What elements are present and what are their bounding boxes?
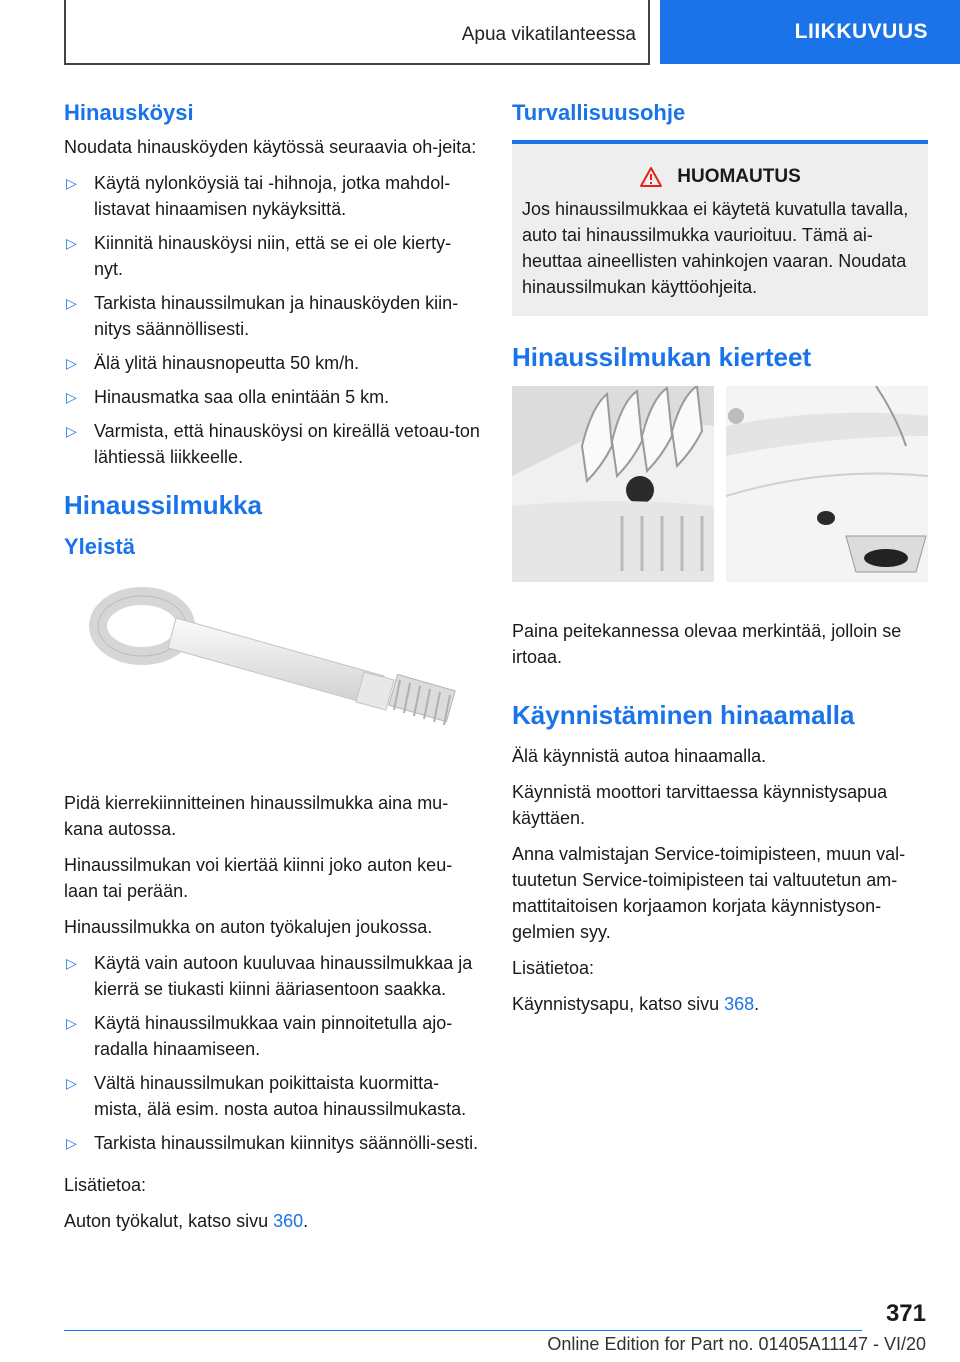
triangle-bullet-icon: ▷ [66,389,77,406]
more-info-label: Lisätietoa: [512,957,595,978]
header-divider-left [64,0,66,64]
list-item: ▷ Kiinnitä hinausköysi niin, että se ei ole kierty-nyt. [64,230,480,282]
triangle-bullet-icon: ▷ [66,1134,77,1151]
tow-eye-p2: Hinaussilmukan voi kiertää kiinni joko auton keu-laan tai perään. [64,854,453,901]
thread-caption: Paina peitekannessa olevaa merkintää, jolloin se irtoaa. [512,620,902,667]
list-item: ▷ Käytä vain autoon kuuluvaa hinaussilmukkaa ja kierrä se tiukasti kiinni ääriasentoon saakka. [64,950,480,1002]
warning-triangle-icon [639,166,663,188]
header-chapter-tab[interactable] [660,0,960,64]
list-item: ▷ Älä ylitä hinausnopeutta 50 km/h. [64,350,480,376]
notice-text: Jos hinaussilmukkaa ei käytetä kuvatulla tavalla, auto tai hinaussilmukka vaurioituu. Tämä ai-heuttaa aineellisten vahinkojen vaaran. Noudata hinaussilmukan käyttöohjeita. [522,199,909,298]
right-column [512,100,928,1027]
header-underline [64,63,650,65]
chapter-label: LIIKKUVUUS [794,20,928,43]
tow-start-heading: Käynnistäminen hinaamalla [512,699,855,730]
notice-header [522,166,918,188]
list-item: ▷ Tarkista hinaussilmukan ja hinausköyden kiin-nitys säännöllisesti. [64,290,480,342]
tow-eye-heading: Hinaussilmukka [64,490,262,521]
rear-bumper-photo [726,386,928,582]
tow-rope-list [64,170,480,470]
triangle-bullet-icon: ▷ [66,295,77,312]
thread-heading: Hinaussilmukan kierteet [512,342,812,373]
tow-start-p1: Älä käynnistä autoa hinaamalla. [512,745,767,766]
tow-rope-intro: Noudata hinausköyden käytössä seuraavia oh-jeita: [64,137,477,158]
list-item: ▷ Vältä hinaussilmukan poikittaista kuormitta-mista, älä esim. nosta autoa hinaussilmukasta. [64,1070,480,1122]
page-link-368[interactable]: 368 [724,993,755,1014]
front-bumper-photo [512,386,714,582]
tow-eye-p3: Hinaussilmukka on auton työkalujen joukossa. [64,916,433,937]
page-number: 371 [885,1300,926,1327]
tow-eye-list [64,950,480,1156]
notice-label: HUOMAUTUS [677,166,801,188]
cross-reference: Käynnistysapu, katso sivu 368. [512,993,760,1014]
list-item: ▷ Tarkista hinaussilmukan kiinnitys säännölli-sesti. [64,1130,480,1156]
tow-eye-illustration [64,576,480,766]
footer-edition: Online Edition for Part no. 01405A11147 - VI/20 [547,1334,926,1354]
safety-heading: Turvallisuusohje [512,100,686,125]
list-item: ▷ Käytä hinaussilmukkaa vain pinnoitetulla ajo-radalla hinaamiseen. [64,1010,480,1062]
notice-box [512,144,928,316]
triangle-bullet-icon: ▷ [66,175,77,192]
thread-photos [512,386,928,582]
cross-reference: Auton työkalut, katso sivu 360. [64,1210,309,1231]
tow-rope-heading: Hinausköysi [64,100,194,125]
tow-eye-p1: Pidä kierrekiinnitteinen hinaussilmukka aina mu-kana autossa. [64,792,449,839]
header-divider-mid [648,0,650,64]
more-info-label: Lisätietoa: [64,1174,147,1195]
triangle-bullet-icon: ▷ [66,423,77,440]
triangle-bullet-icon: ▷ [66,954,77,971]
triangle-bullet-icon: ▷ [66,235,77,252]
left-column [64,100,480,1244]
triangle-bullet-icon: ▷ [66,1014,77,1031]
triangle-bullet-icon: ▷ [66,1074,77,1091]
tow-start-p3: Anna valmistajan Service-toimipisteen, muun val-tuutetun Service-toimipisteen tai valtuutetun am-mattitaitoisen korjaamon korjata käynnistyson-gelmien syy. [512,843,906,942]
header-section-title: Apua vikatilanteessa [461,24,636,45]
list-item: ▷ Hinausmatka saa olla enintään 5 km. [64,384,480,410]
tow-start-p2: Käynnistä moottori tarvittaessa käynnistysapua käyttäen. [512,781,888,828]
triangle-bullet-icon: ▷ [66,355,77,372]
list-item: ▷ Varmista, että hinausköysi on kireällä vetoau-ton lähtiessä liikkeelle. [64,418,480,470]
footer-rule [64,1330,862,1331]
general-subheading: Yleistä [64,533,135,559]
list-item: ▷ Käytä nylonköysiä tai -hihnoja, jotka mahdol-listavat hinaamisen nykäyksittä. [64,170,480,222]
page-link-360[interactable]: 360 [273,1210,304,1231]
